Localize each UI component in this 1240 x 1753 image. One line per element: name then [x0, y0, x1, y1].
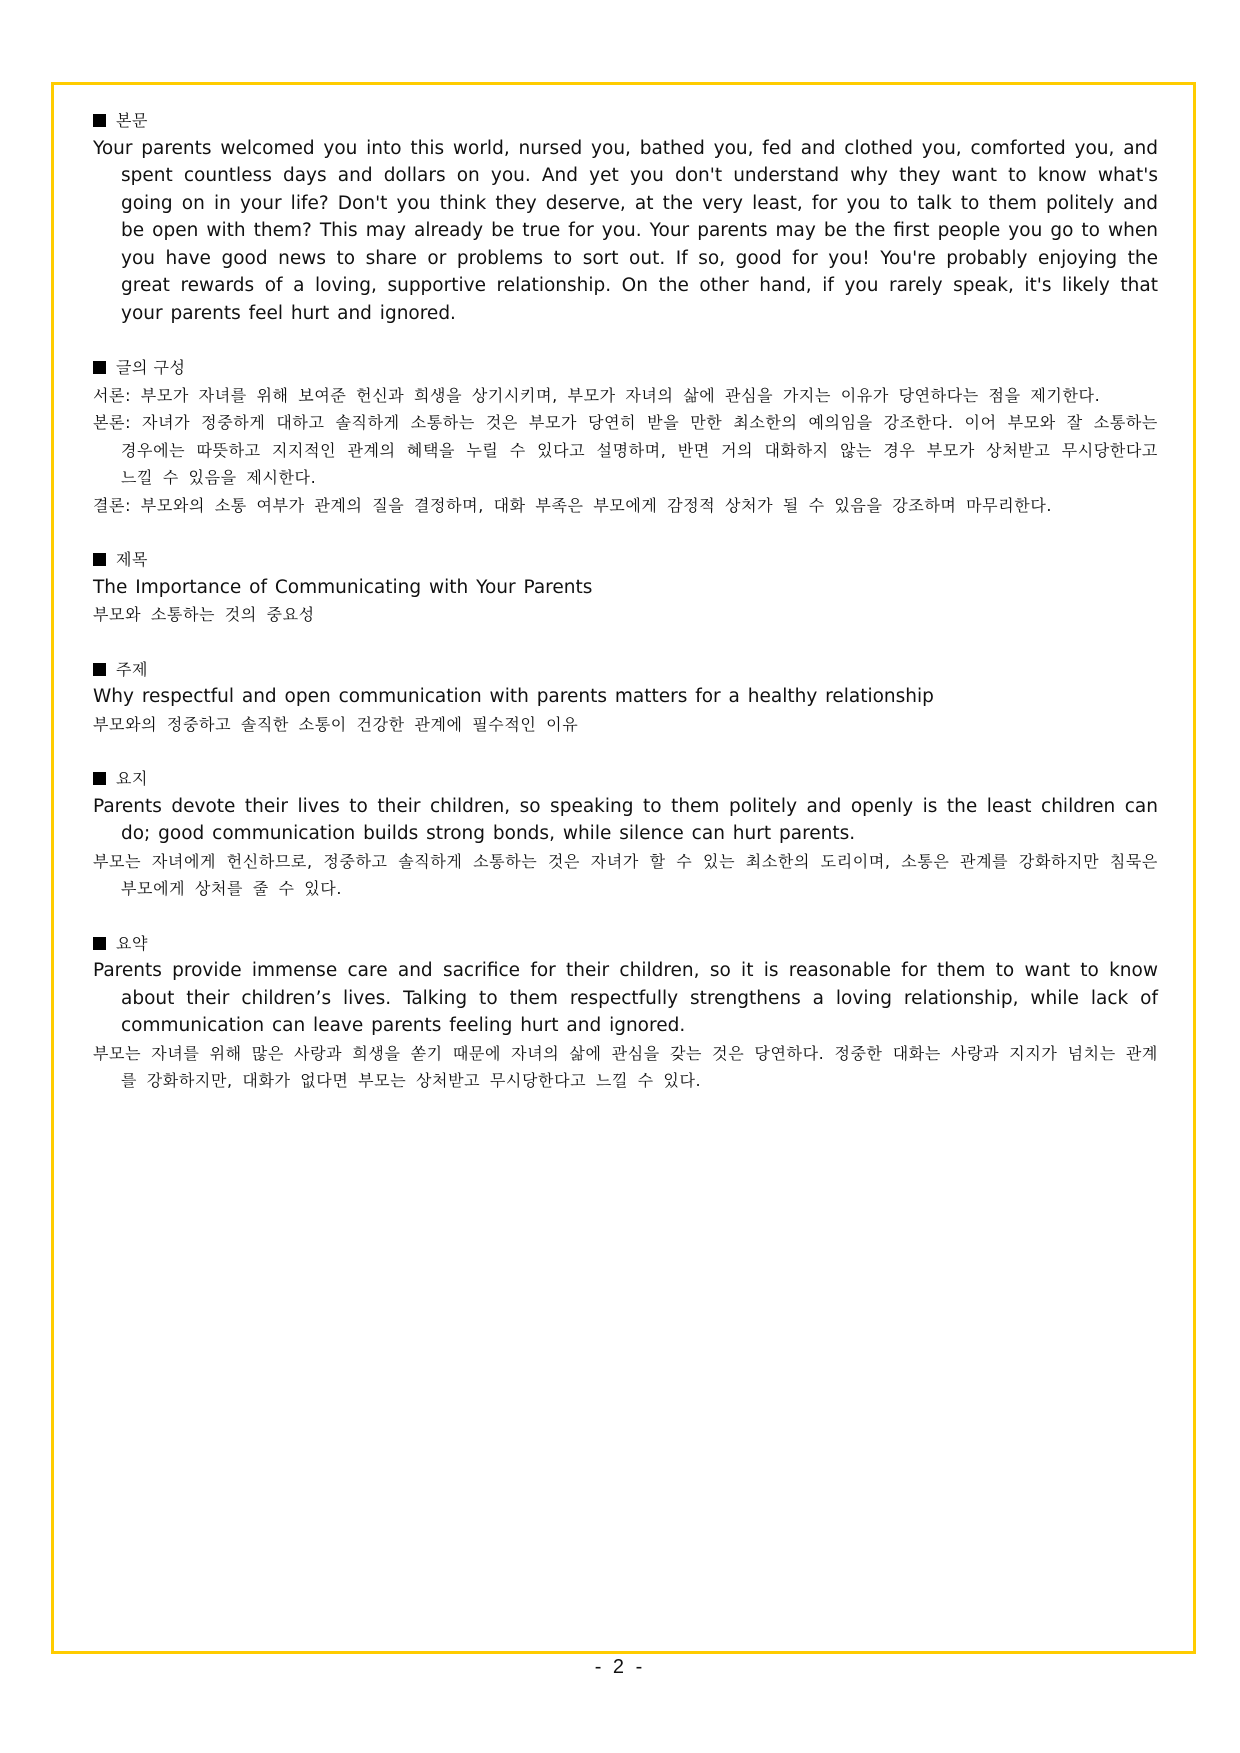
section-body-text	[93, 107, 1158, 327]
passage-paragraph: Your parents welcomed you into this world, nursed you, bathed you, fed and clothed you, comforted you, and spent countless days and dollars on you. And yet you don't understand why they want to know what's going on in your life? Don't you think they deserve, at the very least, for you to talk to them politely and be open with them? This may already be true for you. Your parents may be the first people you go to when you have good news to share or problems to sort out. If so, good for you! You're probably enjoying the great rewards of a loving, supportive relationship. On the other hand, if you rarely speak, it's likely that your parents feel hurt and ignored.	[93, 137, 1158, 324]
section-topic	[93, 656, 1158, 739]
summary-english: Parents provide immense care and sacrifice for their children, so it is reasonable for them to want to know about their children’s lives. Talking to them respectfully strengthens a loving relationship, while lack of communication can leave parents feeling hurt and ignored.	[93, 960, 1158, 1036]
section-heading	[93, 930, 1158, 958]
section-heading	[93, 765, 1158, 793]
section-heading	[93, 656, 1158, 684]
title-english: The Importance of Communicating with Your Parents	[93, 576, 593, 598]
structure-body: 본론: 자녀가 정중하게 대하고 솔직하게 소통하는 것은 부모가 당연히 받을 만한 최소한의 예의임을 강조한다. 이어 부모와 잘 소통하는 경우에는 따뜻하고 지지적인 관계의 혜택을 누릴 수 있다고 설명하며, 반면 거의 대화하지 않는 경우 부모가 상처받고 무시당한다고 느낄 수 있음을 제시한다.	[93, 413, 1158, 487]
page-number: - 2 -	[594, 1656, 646, 1678]
topic-english: Why respectful and open communication with parents matters for a healthy relationship	[93, 686, 934, 707]
black-square-bullet-icon	[93, 361, 106, 374]
black-square-bullet-icon	[93, 772, 106, 785]
black-square-bullet-icon	[93, 553, 106, 566]
section-heading	[93, 107, 1158, 135]
section-heading-label: 요약	[116, 933, 148, 953]
section-heading-label: 본문	[116, 111, 148, 130]
black-square-bullet-icon	[93, 114, 106, 127]
section-heading-label: 주제	[116, 659, 148, 679]
structure-conclusion: 결론: 부모와의 소통 여부가 관계의 질을 결정하며, 대화 부족은 부모에게 감정적 상처가 될 수 있음을 강조하며 마무리한다.	[93, 495, 1053, 515]
main-idea-english: Parents devote their lives to their children, so speaking to them politely and openly is the least children can do; good communication builds strong bonds, while silence can hurt parents.	[93, 795, 1158, 844]
section-structure	[93, 354, 1158, 519]
structure-introduction: 서론: 부모가 자녀를 위해 보여준 헌신과 희생을 상기시키며, 부모가 자녀의 삶에 관심을 가지는 이유가 당연하다는 점을 제기한다.	[93, 385, 1101, 405]
title-korean: 부모와 소통하는 것의 중요성	[93, 605, 315, 624]
main-idea-korean: 부모는 자녀에게 헌신하므로, 정중하고 솔직하게 소통하는 것은 자녀가 할 수 있는 최소한의 도리이며, 소통은 관계를 강화하지만 침묵은 부모에게 상처를 줄 수 있다.	[93, 851, 1158, 898]
topic-korean: 부모와의 정중하고 솔직한 소통이 건강한 관계에 필수적인 이유	[93, 714, 579, 734]
section-summary	[93, 930, 1158, 1095]
section-heading	[93, 546, 1158, 574]
black-square-bullet-icon	[93, 937, 106, 950]
section-heading	[93, 354, 1158, 382]
black-square-bullet-icon	[93, 663, 106, 676]
summary-korean: 부모는 자녀를 위해 많은 사랑과 희생을 쏟기 때문에 자녀의 삶에 관심을 갖는 것은 당연하다. 정중한 대화는 사랑과 지지가 넘치는 관계를 강화하지만, 대화가 없다면 부모는 상처받고 무시당한다고 느낄 수 있다.	[93, 1043, 1158, 1090]
section-heading-label: 글의 구성	[116, 358, 186, 377]
section-heading-label: 요지	[116, 769, 148, 788]
section-main-idea	[93, 765, 1158, 903]
section-title	[93, 546, 1158, 629]
section-heading-label: 제목	[116, 550, 148, 569]
document-content	[93, 107, 1158, 1122]
